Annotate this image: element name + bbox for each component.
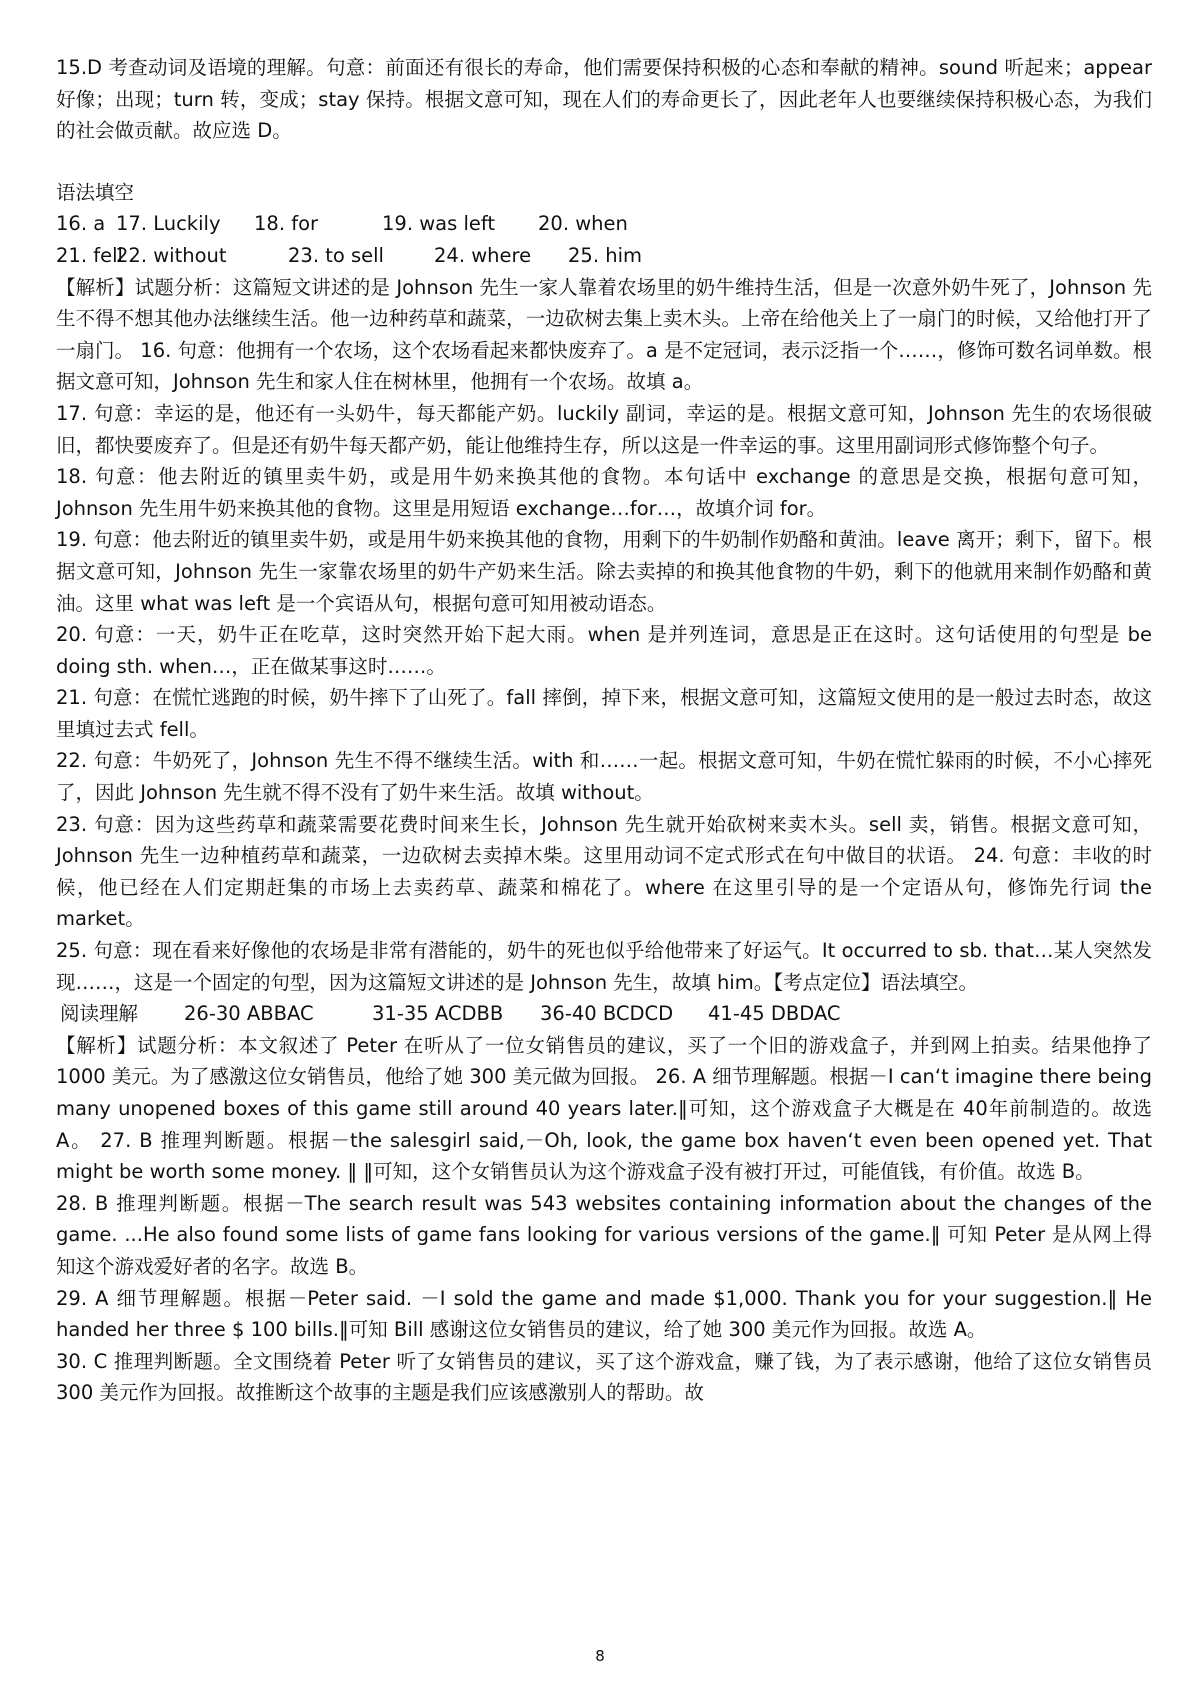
- section-gap: [56, 147, 1152, 177]
- reading-answers-36-40: 36-40 BCDCD: [540, 1002, 674, 1026]
- section-title-reading: 阅读理解: [60, 1002, 139, 1026]
- grammar-explanation-23-24: 23. 句意：因为这些药草和蔬菜需要花费时间来生长，Johnson 先生就开始砍树来卖木头。sell 卖，销售。根据文意可知，Johnson 先生一边种植药草和蔬菜，一边砍树去卖掉木柴。这里用动词不定式形式在句中做目的状语。 24. 句意：丰收的时候，他已经在人们定期赶集的市场上去卖药草、蔬菜和棉花了。where 在这里引导的是一个定语从句，修饰先行词 the market。: [56, 812, 1152, 931]
- answer-24: 24. where: [434, 243, 532, 267]
- reading-explanation-30: 30. C 推理判断题。全文围绕着 Peter 听了女销售员的建议，买了这个游戏盒，赚了钱，为了表示感谢，他给了这位女销售员 300 美元作为回报。故推断这个故事的主题是我们应该感激别人的帮助。故: [56, 1349, 1152, 1405]
- reading-answers-41-45: 41-45 DBDAC: [708, 1002, 841, 1026]
- answer-25: 25. him: [568, 243, 642, 267]
- reading-explanation-29: 29. A 细节理解题。根据－Peter said. －I sold the game and made $1,000. Thank you for your suggestion.‖ He handed her three $ 100 bills.‖可知 Bill 感谢这位女销售员的建议，给了她 300 美元作为回报。故选 A。: [56, 1286, 1152, 1342]
- document-page: [56, 52, 1152, 1409]
- answer-22: 22. without: [116, 243, 227, 267]
- grammar-explanation-22: 22. 句意：牛奶死了，Johnson 先生不得不继续生活。with 和……一起。根据文意可知，牛奶在慌忙躲雨的时候，不小心摔死了，因此 Johnson 先生就不得不没有了奶牛来生活。故填 without。: [56, 749, 1152, 805]
- grammar-explanation-18: 18. 句意：他去附近的镇里卖牛奶，或是用牛奶来换其他的食物。本句话中 exchange 的意思是交换，根据句意可知，Johnson 先生用牛奶来换其他的食物。这里是用短语 exchange…for…，故填介词 for。: [56, 465, 1152, 520]
- answer-15-explanation: 15.D 考查动词及语境的理解。句意：前面还有很长的寿命，他们需要保持积极的心态和奉献的精神。sound 听起来；appear 好像；出现；turn 转，变成；stay 保持。根据文意可知，现在人们的寿命更长了，因此老年人也要继续保持积极心态，为我们的社会做贡献。故应选 D。: [56, 56, 1152, 143]
- answer-23: 23. to sell: [288, 243, 384, 267]
- answer-19: 19. was left: [382, 212, 496, 236]
- grammar-answers-row-1: [56, 208, 1152, 240]
- answer-21: 21. fell: [56, 243, 123, 267]
- answer-18: 18. for: [254, 212, 319, 236]
- reading-explanation-28: 28. B 推理判断题。根据－The search result was 543 websites containing information about the changes of the game. ...He also found some lists of game fans looking for various versions of the game.‖ 可知 Peter 是从网上得知这个游戏爱好者的名字。故选 B。: [56, 1191, 1152, 1278]
- reading-answers-26-30: 26-30 ABBAC: [184, 1002, 314, 1026]
- page-number: 8: [595, 1647, 605, 1665]
- grammar-explanation-21: 21. 句意：在慌忙逃跑的时候，奶牛摔下了山死了。fall 摔倒，掉下来，根据文意可知，这篇短文使用的是一般过去时态，故这里填过去式 fell。: [56, 686, 1152, 741]
- reading-answers-31-35: 31-35 ACDBB: [372, 1002, 504, 1026]
- grammar-explanation-25: 25. 句意：现在看来好像他的农场是非常有潜能的，奶牛的死也似乎给他带来了好运气。It occurred to sb. that…某人突然发现……，这是一个固定的句型，因为这篇短文讲述的是 Johnson 先生，故填 him。【考点定位】语法填空。: [56, 939, 1152, 994]
- answer-20: 20. when: [538, 212, 628, 236]
- grammar-explanation-17: 17. 句意：幸运的是，他还有一头奶牛，每天都能产奶。luckily 副词，幸运的是。根据文意可知，Johnson 先生的农场很破旧，都快要废弃了。但是还有奶牛每天都产奶，能让他维持生存，所以这是一件幸运的事。这里用副词形式修饰整个句子。: [56, 401, 1152, 457]
- reading-analysis-intro: 【解析】试题分析：本文叙述了 Peter 在听从了一位女销售员的建议，买了一个旧的游戏盒子，并到网上拍卖。结果他挣了 1000 美元。为了感激这位女销售员，他给了她 300 美元做为回报。 26. A 细节理解题。根据－I can‘t imagine there being many unopened boxes of this game still around 40 years later.‖可知，这个游戏盒子大概是在 40年前制造的。故选 A。 27. B 推理判断题。根据－the salesgirl said,－Oh, look, the game box haven‘t even been opened yet. That might be worth some money. ‖ ‖可知，这个女销售员认为这个游戏盒子没有被打开过，可能值钱，有价值。故选 B。: [56, 1033, 1152, 1184]
- section-title-grammar: 语法填空: [56, 180, 135, 204]
- reading-answers-row: [56, 998, 1152, 1030]
- answer-17: 17. Luckily: [116, 212, 221, 236]
- grammar-explanation-20: 20. 句意：一天，奶牛正在吃草，这时突然开始下起大雨。when 是并列连词，意思是正在这时。这句话使用的句型是 be doing sth. when…，正在做某事这时……。: [56, 623, 1152, 678]
- grammar-answers-row-2: [56, 240, 1152, 272]
- grammar-analysis-intro: 【解析】试题分析：这篇短文讲述的是 Johnson 先生一家人靠着农场里的奶牛维持生活，但是一次意外奶牛死了，Johnson 先生不得不想其他办法继续生活。他一边种药草和蔬菜，一边砍树去集上卖木头。上帝在给他关上了一扇门的时候，又给他打开了一扇门。 16. 句意：他拥有一个农场，这个农场看起来都快废弃了。a 是不定冠词，表示泛指一个……，修饰可数名词单数。根据文意可知，Johnson 先生和家人住在树林里，他拥有一个农场。故填 a。: [56, 275, 1152, 394]
- answer-16: 16. a: [56, 212, 106, 236]
- grammar-explanation-19: 19. 句意：他去附近的镇里卖牛奶，或是用牛奶来换其他的食物，用剩下的牛奶制作奶酪和黄油。leave 离开；剩下，留下。根据文意可知，Johnson 先生一家靠农场里的奶牛产奶来生活。除去卖掉的和换其他食物的牛奶，剩下的他就用来制作奶酪和黄油。这里 what was left 是一个宾语从句，根据句意可知用被动语态。: [56, 528, 1152, 615]
